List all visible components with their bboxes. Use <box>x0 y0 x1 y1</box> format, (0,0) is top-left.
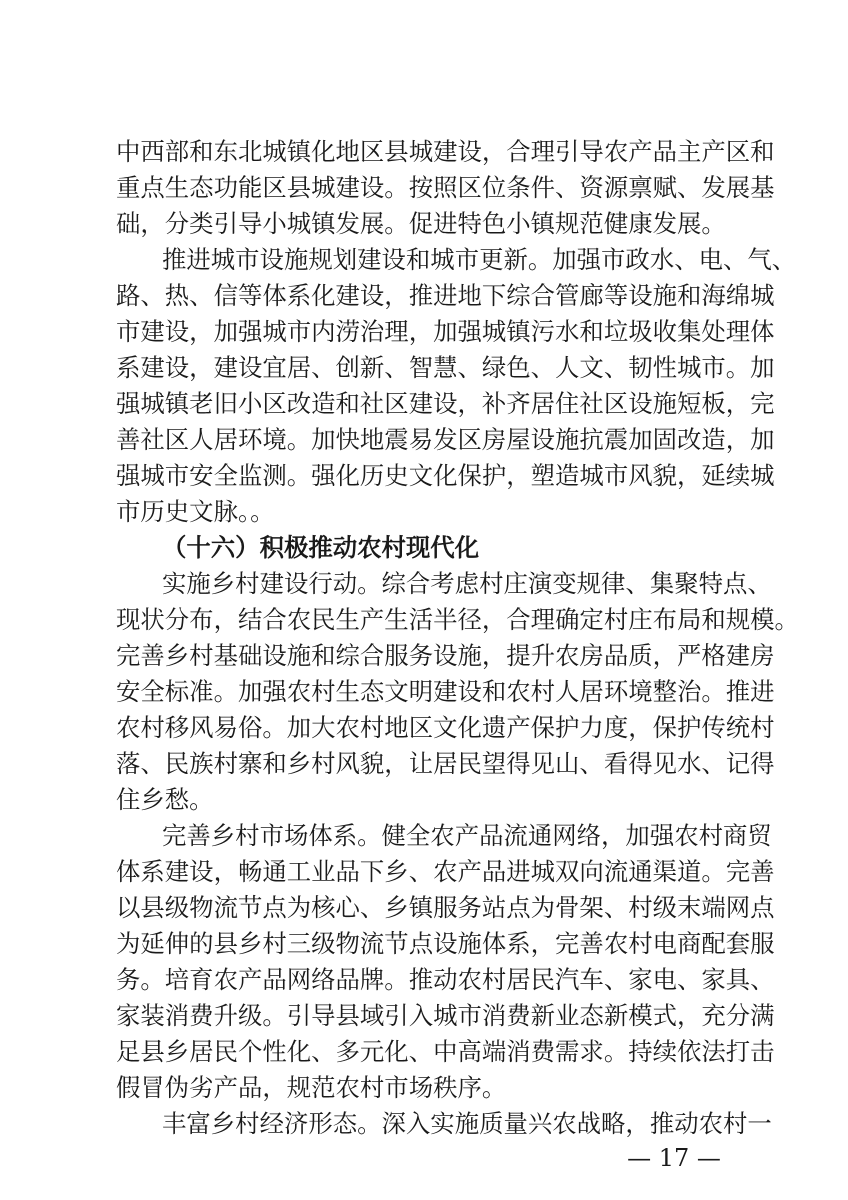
text-line: 住乡愁。 <box>116 785 214 814</box>
text-line: 为延伸的县乡村三级物流节点设施体系，完善农村电商配套服 <box>116 929 775 958</box>
paragraph-start-line: 推进城市设施规划建设和城市更新。加强市政水、电、气、 <box>162 245 797 274</box>
text-line: 重点生态功能区县城建设。按照区位条件、资源禀赋、发展基 <box>116 173 775 202</box>
text-line: 市建设，加强城市内涝治理，加强城镇污水和垃圾收集处理体 <box>116 317 775 346</box>
text-line: 善社区人居环境。加快地震易发区房屋设施抗震加固改造，加 <box>116 425 775 454</box>
text-line: 安全标准。加强农村生态文明建设和农村人居环境整治。推进 <box>116 677 775 706</box>
text-line: 务。培育农产品网络品牌。推动农村居民汽车、家电、家具、 <box>116 965 775 994</box>
text-line: 强城镇老旧小区改造和社区建设，补齐居住社区设施短板，完 <box>116 389 775 418</box>
text-line: 完善乡村基础设施和综合服务设施，提升农房品质，严格建房 <box>116 641 775 670</box>
text-line: 中西部和东北城镇化地区县城建设，合理引导农产品主产区和 <box>116 137 775 166</box>
paragraph-start-line: 丰富乡村经济形态。深入实施质量兴农战略，推动农村一 <box>162 1109 772 1138</box>
text-line: 市历史文脉。。 <box>116 497 275 526</box>
text-line: 体系建设，畅通工业品下乡、农产品进城双向流通渠道。完善 <box>116 857 775 886</box>
text-line: 系建设，建设宜居、创新、智慧、绿色、人文、韧性城市。加 <box>116 353 775 382</box>
text-line: 农村移风易俗。加大农村地区文化遗产保护力度，保护传统村 <box>116 713 775 742</box>
text-line: 强城市安全监测。强化历史文化保护，塑造城市风貌，延续城 <box>116 461 775 490</box>
text-line: 路、热、信等体系化建设，推进地下综合管廊等设施和海绵城 <box>116 281 775 310</box>
text-line: 假冒伪劣产品，规范农村市场秩序。 <box>116 1073 507 1102</box>
text-line: 础，分类引导小城镇发展。促进特色小镇规范健康发展。 <box>116 209 726 238</box>
text-line: 现状分布，结合农民生产生活半径，合理确定村庄布局和规模。 <box>116 605 799 634</box>
paragraph-start-line: 完善乡村市场体系。健全农产品流通网络，加强农村商贸 <box>162 821 772 850</box>
text-line: 落、民族村寨和乡村风貌，让居民望得见山、看得见水、记得 <box>116 749 775 778</box>
text-line: 足县乡居民个性化、多元化、中高端消费需求。持续依法打击 <box>116 1037 775 1066</box>
text-line: 家装消费升级。引导县域引入城市消费新业态新模式，充分满 <box>116 1001 775 1030</box>
paragraph-start-line: 实施乡村建设行动。综合考虑村庄演变规律、集聚特点、 <box>162 569 772 598</box>
text-line: 以县级物流节点为核心、乡镇服务站点为骨架、村级末端网点 <box>116 893 775 922</box>
section-heading: （十六）积极推动农村现代化 <box>162 533 480 562</box>
page-number: — 17 — <box>627 1144 721 1172</box>
